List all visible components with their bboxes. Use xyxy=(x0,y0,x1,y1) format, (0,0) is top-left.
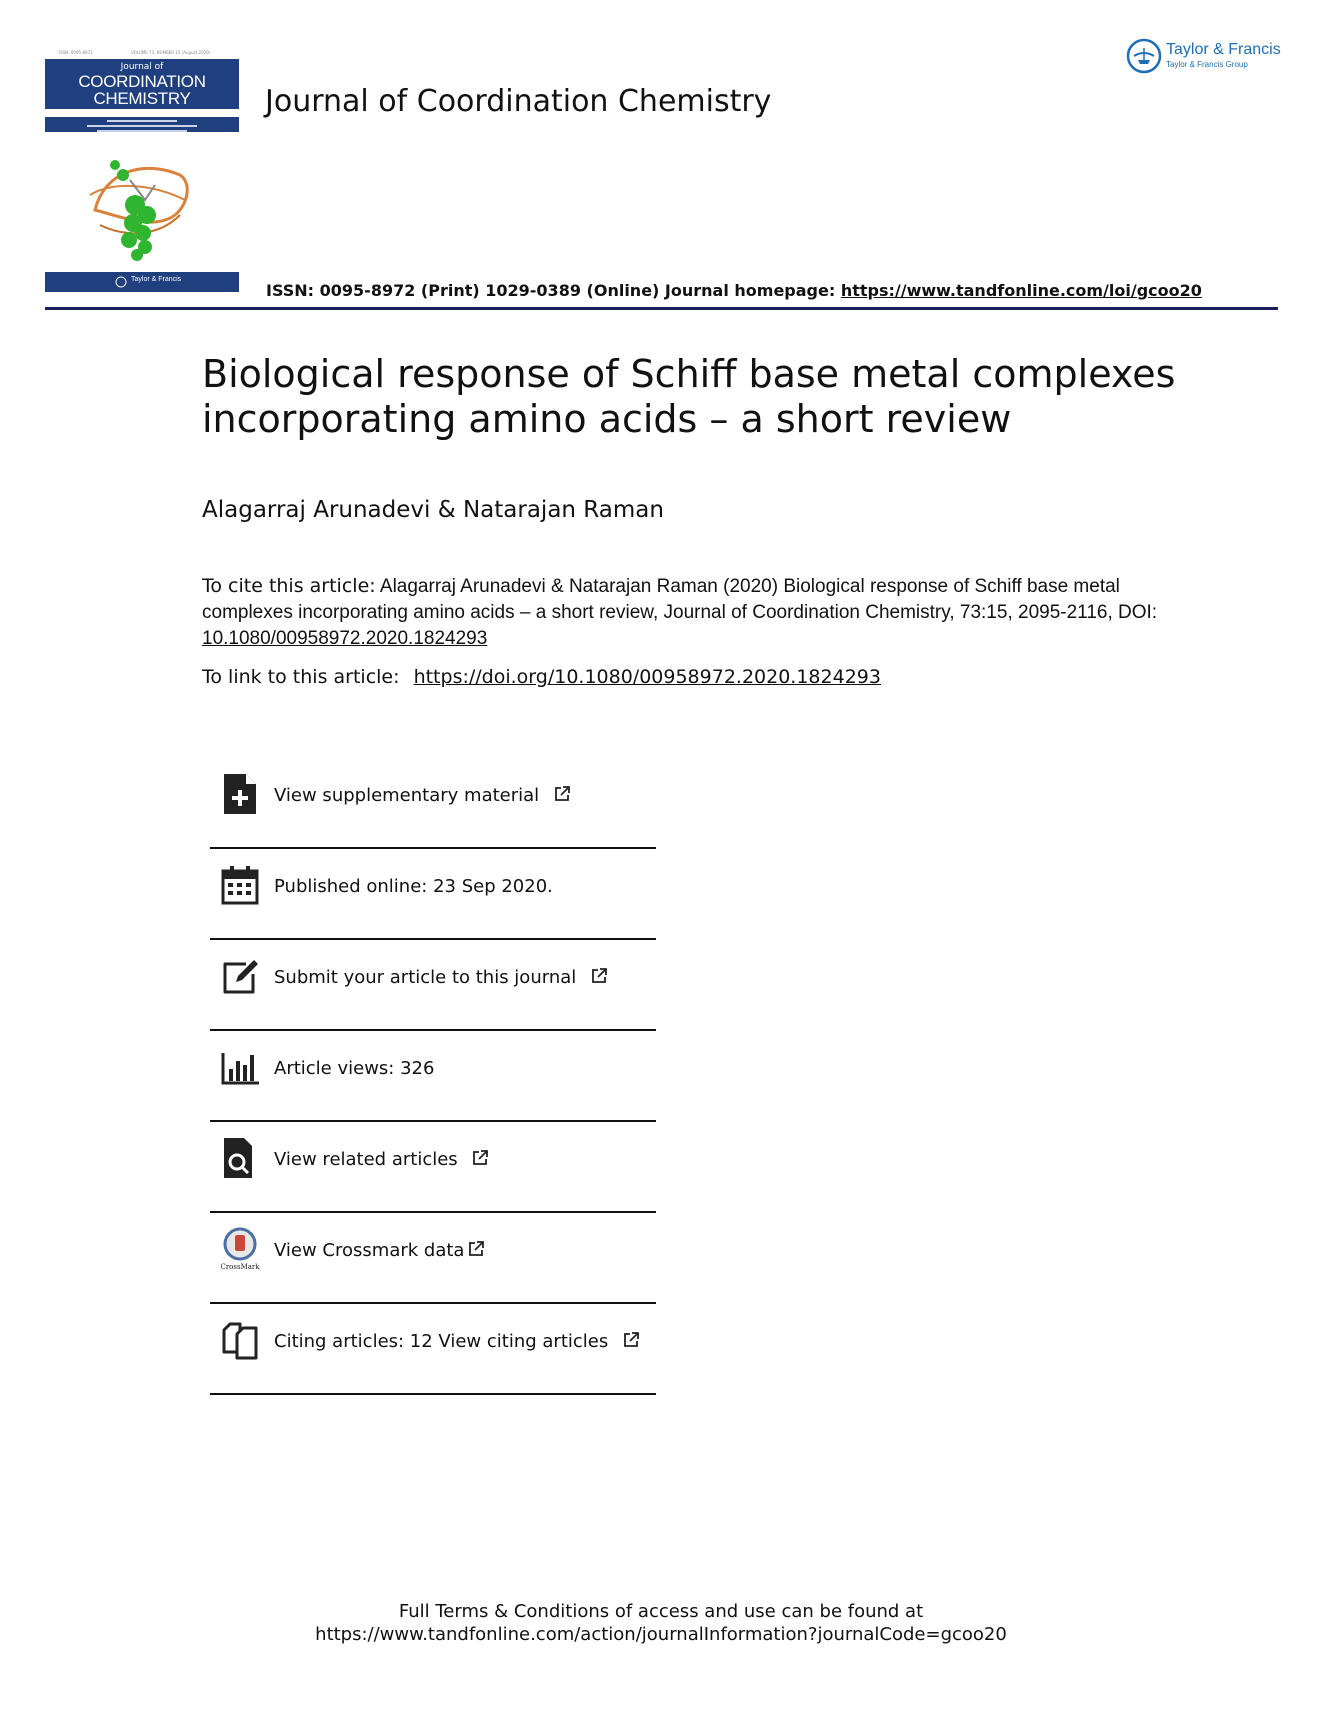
list-item-published xyxy=(210,849,656,940)
edit-icon xyxy=(220,954,260,998)
journal-homepage-link[interactable]: https://www.tandfonline.com/loi/gcoo20 xyxy=(840,281,1202,300)
link-label: To link to this article: xyxy=(202,666,400,688)
item-label: Citing articles: 12 View citing articles xyxy=(274,1331,609,1352)
publisher-group: Taylor & Francis Group xyxy=(1166,60,1248,69)
publisher-name: Taylor & Francis xyxy=(1166,41,1281,58)
cover-name-line1: COORDINATION xyxy=(78,72,206,91)
copy-icon xyxy=(220,1318,260,1362)
tf-small-icon xyxy=(115,276,127,288)
article-authors: Alagarraj Arunadevi & Natarajan Raman xyxy=(202,497,664,523)
list-item-submit[interactable] xyxy=(210,940,656,1031)
item-label: View related articles xyxy=(274,1149,458,1170)
external-link-icon xyxy=(553,785,571,803)
cover-publisher-band xyxy=(45,272,239,292)
article-title-line1: Biological response of Schiff base metal complexes xyxy=(202,352,1176,396)
list-item-related[interactable] xyxy=(210,1122,656,1213)
molecule-illustration xyxy=(85,155,195,265)
footer-terms-url[interactable]: https://www.tandfonline.com/action/journalInformation?journalCode=gcoo20 xyxy=(315,1624,1007,1645)
crossmark-icon xyxy=(220,1227,260,1271)
footer-line1: Full Terms & Conditions of access and use can be found at xyxy=(398,1601,924,1622)
issn-line xyxy=(266,281,1202,300)
cover-name-line2: CHEMISTRY xyxy=(93,89,191,108)
cover-journal-of: Journal of xyxy=(120,62,164,72)
citation-doi-link[interactable]: 10.1080/00958972.2020.1824293 xyxy=(202,628,488,649)
cover-title-band xyxy=(45,59,239,109)
cover-publisher: Taylor & Francis xyxy=(131,276,182,283)
article-link-block xyxy=(202,666,881,688)
cover-editor-band xyxy=(45,117,239,132)
list-item-supplementary[interactable] xyxy=(210,758,656,849)
article-title xyxy=(202,352,1202,442)
journal-title: Journal of Coordination Chemistry xyxy=(265,84,772,119)
item-label: View Crossmark data xyxy=(274,1240,465,1261)
calendar-icon xyxy=(220,863,260,907)
taylor-francis-icon xyxy=(1126,38,1162,74)
header-divider xyxy=(45,307,1278,310)
external-link-icon xyxy=(467,1240,485,1258)
footer-terms xyxy=(0,1600,1322,1646)
cover-issn: ISSN: 0095-8972 xyxy=(59,50,93,55)
item-label: Published online: 23 Sep 2020. xyxy=(274,876,553,897)
crossmark-caption: CrossMark xyxy=(220,1263,260,1271)
external-link-icon xyxy=(471,1149,489,1167)
search-document-icon xyxy=(220,1136,260,1180)
list-item-crossmark[interactable] xyxy=(210,1213,656,1304)
file-plus-icon xyxy=(220,772,260,816)
citation-text: Alagarraj Arunadevi & Natarajan Raman (2020) Biological response of Schiff base metal complexes incorporating amino acids – a short review, Journal of Coordination Chemistry, 73:15, 2095-2116, DOI: xyxy=(202,576,1158,623)
article-doi-url[interactable]: https://doi.org/10.1080/00958972.2020.1824293 xyxy=(413,666,881,688)
citation-block xyxy=(202,573,1162,652)
list-item-views xyxy=(210,1031,656,1122)
item-label: View supplementary material xyxy=(274,785,540,806)
article-actions-list xyxy=(210,758,656,1395)
external-link-icon xyxy=(590,967,608,985)
item-label: Article views: 326 xyxy=(274,1058,435,1079)
list-item-citing[interactable] xyxy=(210,1304,656,1395)
cover-volume: VOLUME 73, NUMBER 15 (August 2020) xyxy=(131,50,211,55)
journal-cover-image xyxy=(45,50,239,293)
article-title-line2: incorporating amino acids – a short review xyxy=(202,397,1012,441)
external-link-icon xyxy=(622,1331,640,1349)
item-label: Submit your article to this journal xyxy=(274,967,577,988)
citation-label: To cite this article: xyxy=(202,575,376,597)
bar-chart-icon xyxy=(220,1045,260,1089)
issn-text: ISSN: 0095-8972 (Print) 1029-0389 (Online) Journal homepage: xyxy=(266,281,841,300)
publisher-logo[interactable] xyxy=(1126,38,1286,78)
cover-top-line xyxy=(45,50,239,58)
